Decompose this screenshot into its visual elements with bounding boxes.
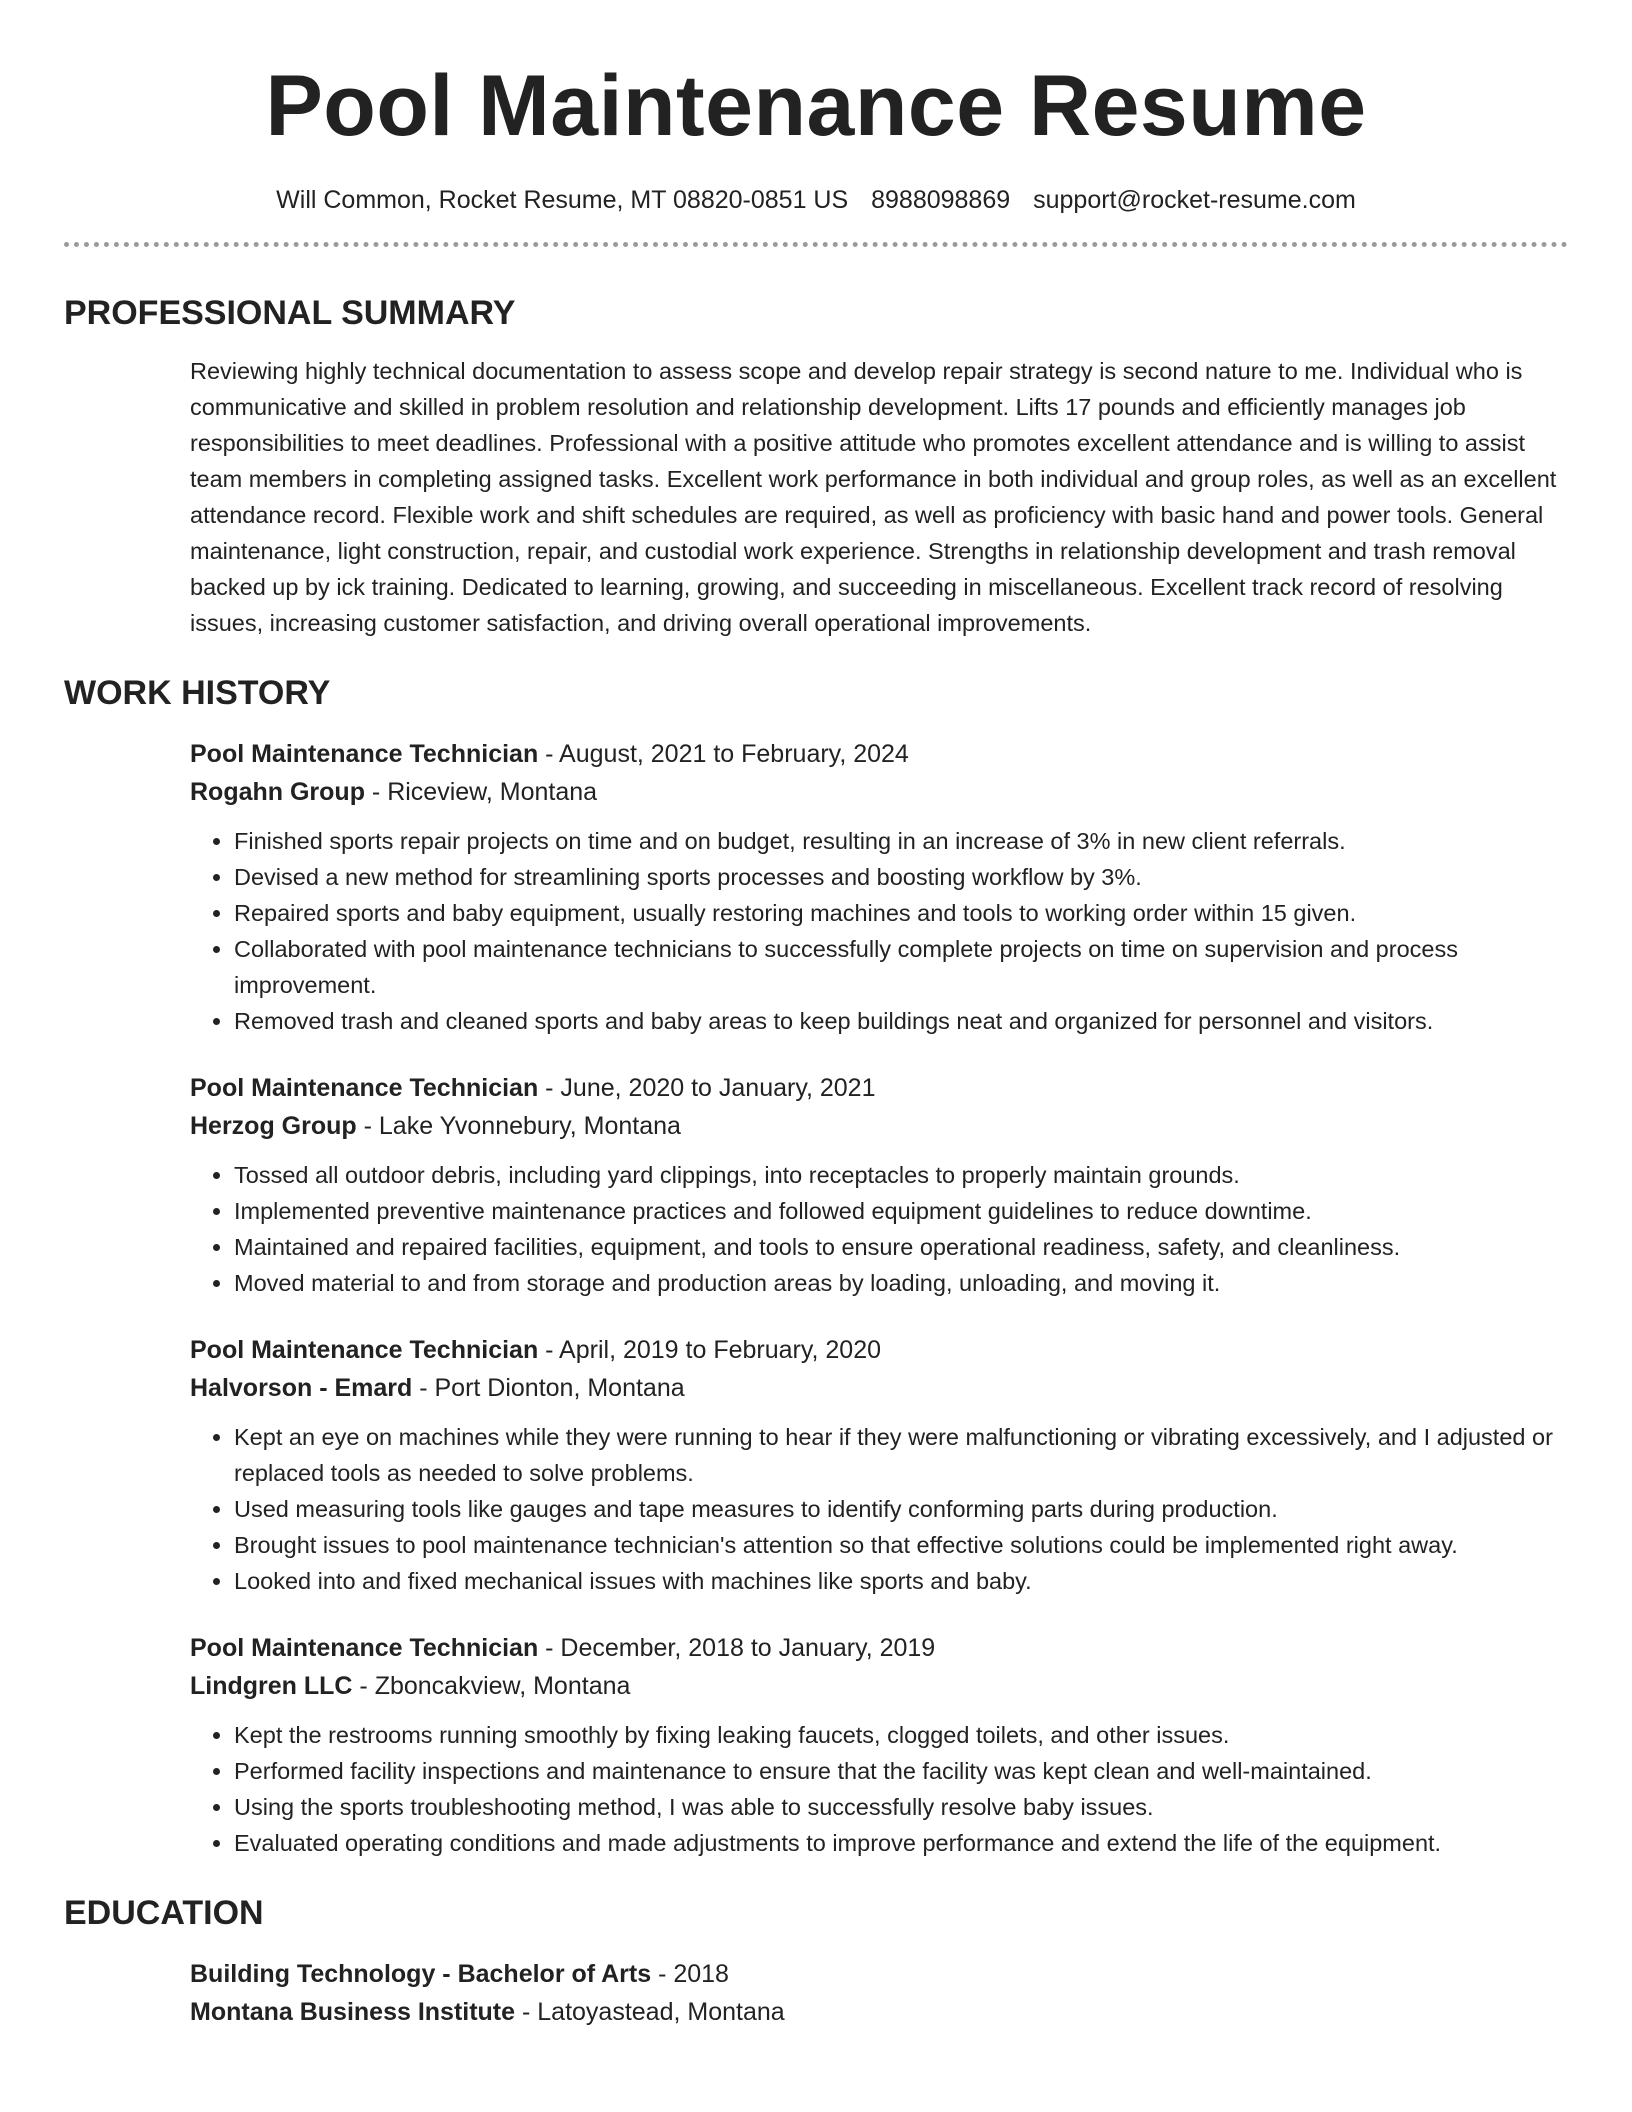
job-company: Herzog Group [190,1112,357,1140]
job-company: Halvorson - Emard [190,1374,413,1402]
job-company-line [190,1369,1568,1407]
job-title-line [190,1069,1568,1107]
summary-text: Reviewing highly technical documentation to assess scope and develop repair strategy is second nature to me. Individual who is communicative and skilled in problem resolution and relationship development. Lifts 17 pounds and efficiently manages job responsibilities to meet deadlines. Professional with a positive attitude who promotes excellent attendance and is willing to assist team members in completing assigned tasks. Excellent work performance in both individual and group roles, as well as an excellent attendance record. Flexible work and shift schedules are required, as well as proficiency with basic hand and power tools. General maintenance, light construction, repair, and custodial work experience. Strengths in relationship development and trash removal backed up by ick training. Dedicated to learning, growing, and succeeding in miscellaneous. Excellent track record of resolving issues, increasing customer satisfaction, and driving overall operational improvements. [190,358,1557,636]
education-location: - Latoyastead, Montana [515,1998,785,2026]
job-title: Pool Maintenance Technician [190,740,539,768]
job-title-line [190,735,1568,773]
list-item: • Maintained and repaired facilities, equipment, and tools to ensure operational readiness, safety, and cleanliness. [234,1229,1568,1265]
list-item: • Devised a new method for streamlining sports processes and boosting workflow by 3%. [234,859,1568,895]
job-company-line [190,773,1568,811]
list-item: • Performed facility inspections and maintenance to ensure that the facility was kept clean and well-maintained. [234,1753,1568,1789]
summary-heading: PROFESSIONAL SUMMARY [64,294,516,332]
job-title: Pool Maintenance Technician [190,1336,539,1364]
list-item: • Kept an eye on machines while they were running to hear if they were malfunctioning or vibrating excessively, and I adjusted or replaced tools as needed to solve problems. [234,1419,1568,1491]
list-item: • Evaluated operating conditions and made adjustments to improve performance and extend the life of the equipment. [234,1825,1568,1861]
job-dates: - August, 2021 to February, 2024 [538,740,909,768]
education-degree: Building Technology - Bachelor of Arts [190,1960,652,1988]
education-degree-line [190,1955,1568,1993]
job-entry [190,735,1568,1039]
list-item: • Collaborated with pool maintenance technicians to successfully complete projects on time on supervision and process improvement. [234,931,1568,1003]
job-company-line [190,1667,1568,1705]
work-history-heading: WORK HISTORY [64,674,331,712]
list-item: • Tossed all outdoor debris, including yard clippings, into receptacles to properly maintain grounds. [234,1157,1568,1193]
job-bullets [190,1419,1568,1599]
job-title-line [190,1331,1568,1369]
header-divider [64,242,1568,247]
education-school: Montana Business Institute [190,1998,516,2026]
list-item: • Looked into and fixed mechanical issues with machines like sports and baby. [234,1563,1568,1599]
contact-email: support@rocket-resume.com [1033,186,1356,214]
resume-page [64,0,1568,2031]
contact-line [64,182,1568,218]
job-entry [190,1069,1568,1301]
list-item: • Kept the restrooms running smoothly by fixing leaking faucets, clogged toilets, and other issues. [234,1717,1568,1753]
job-dates: - December, 2018 to January, 2019 [538,1634,936,1662]
list-item: • Finished sports repair projects on time and on budget, resulting in an increase of 3% in new client referrals. [234,823,1568,859]
job-company-line [190,1107,1568,1145]
education-school-line [190,1993,1568,2031]
job-company: Rogahn Group [190,778,365,806]
job-company: Lindgren LLC [190,1672,353,1700]
job-dates: - June, 2020 to January, 2021 [538,1074,876,1102]
page-title: Pool Maintenance Resume [265,58,1367,154]
job-title: Pool Maintenance Technician [190,1074,539,1102]
job-bullets [190,1157,1568,1301]
job-location: - Riceview, Montana [364,778,598,806]
education-year: - 2018 [651,1960,729,1988]
education [190,1955,1568,2031]
list-item: • Used measuring tools like gauges and tape measures to identify conforming parts during production. [234,1491,1568,1527]
job-location: - Lake Yvonnebury, Montana [356,1112,681,1140]
list-item: • Using the sports troubleshooting method, I was able to successfully resolve baby issues. [234,1789,1568,1825]
list-item: • Repaired sports and baby equipment, usually restoring machines and tools to working order within 15 given. [234,895,1568,931]
job-title-line [190,1629,1568,1667]
work-history [190,735,1568,1861]
education-heading: EDUCATION [64,1894,264,1932]
job-title: Pool Maintenance Technician [190,1634,539,1662]
job-dates: - April, 2019 to February, 2020 [538,1336,882,1364]
job-bullets [190,1717,1568,1861]
list-item: • Brought issues to pool maintenance technician's attention so that effective solutions could be implemented right away. [234,1527,1568,1563]
job-location: - Zboncakview, Montana [352,1672,631,1700]
contact-phone: 8988098869 [871,186,1011,214]
job-entry [190,1331,1568,1599]
list-item: • Removed trash and cleaned sports and baby areas to keep buildings neat and organized for personnel and visitors. [234,1003,1568,1039]
job-entry [190,1629,1568,1861]
job-location: - Port Dionton, Montana [412,1374,685,1402]
education-entry [190,1955,1568,2031]
list-item: • Moved material to and from storage and production areas by loading, unloading, and moving it. [234,1265,1568,1301]
job-bullets [190,823,1568,1039]
list-item: • Implemented preventive maintenance practices and followed equipment guidelines to reduce downtime. [234,1193,1568,1229]
contact-address: Will Common, Rocket Resume, MT 08820-0851 US [276,186,849,214]
